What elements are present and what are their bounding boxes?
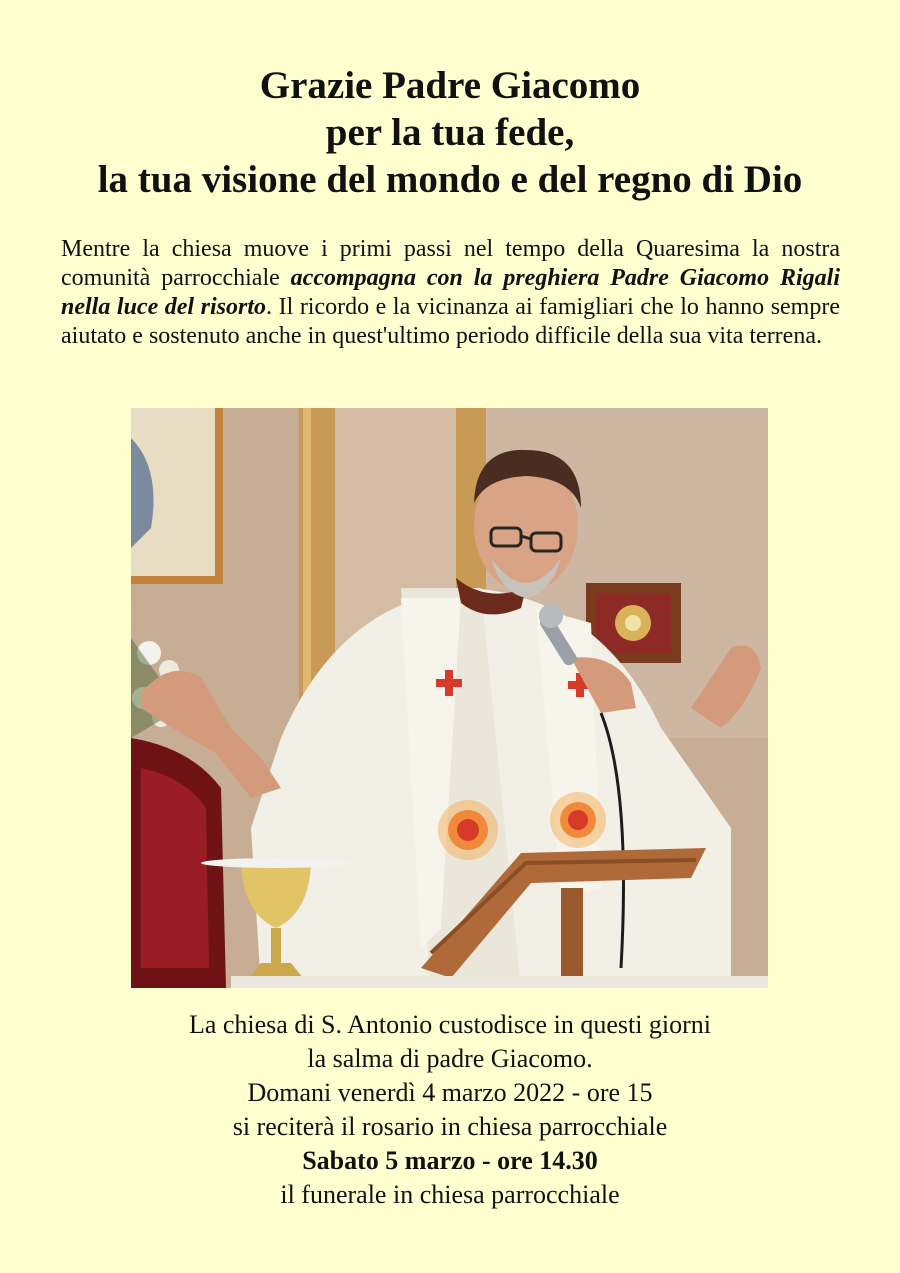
title-line-3: la tua visione del mondo e del regno di Dio — [97, 158, 803, 201]
priest-photo — [131, 408, 768, 988]
footer-line-3: Domani venerdì 4 marzo 2022 - ore 15 — [247, 1078, 653, 1107]
funeral-date-line: Sabato 5 marzo - ore 14.30 — [302, 1146, 598, 1175]
intro-text-2: . Il ricordo e la vicinanza ai famigliari che lo hanno sempre aiutato e sostenuto anche in quest'ultimo periodo difficile della sua vita terrena. — [61, 294, 840, 349]
footer-line-1: La chiesa di S. Antonio custodisce in questi giorni — [188, 1010, 712, 1039]
page-title — [40, 62, 860, 203]
intro-emphasis: accompagna con la preghiera Padre Giacomo Rigali nella luce del risorto — [61, 265, 840, 320]
funeral-info — [40, 1008, 860, 1212]
intro-paragraph — [61, 235, 840, 351]
footer-line-4: si reciterà il rosario in chiesa parrocchiale — [232, 1112, 668, 1141]
title-line-2: per la tua fede, — [325, 111, 575, 154]
footer-line-6: il funerale in chiesa parrocchiale — [280, 1180, 620, 1209]
intro-text-1: Mentre la chiesa muove i primi passi nel tempo della Quaresima la nostra comunità parrocchiale — [61, 236, 840, 291]
footer-line-2: la salma di padre Giacomo. — [307, 1044, 593, 1073]
title-line-1: Grazie Padre Giacomo — [259, 64, 641, 107]
